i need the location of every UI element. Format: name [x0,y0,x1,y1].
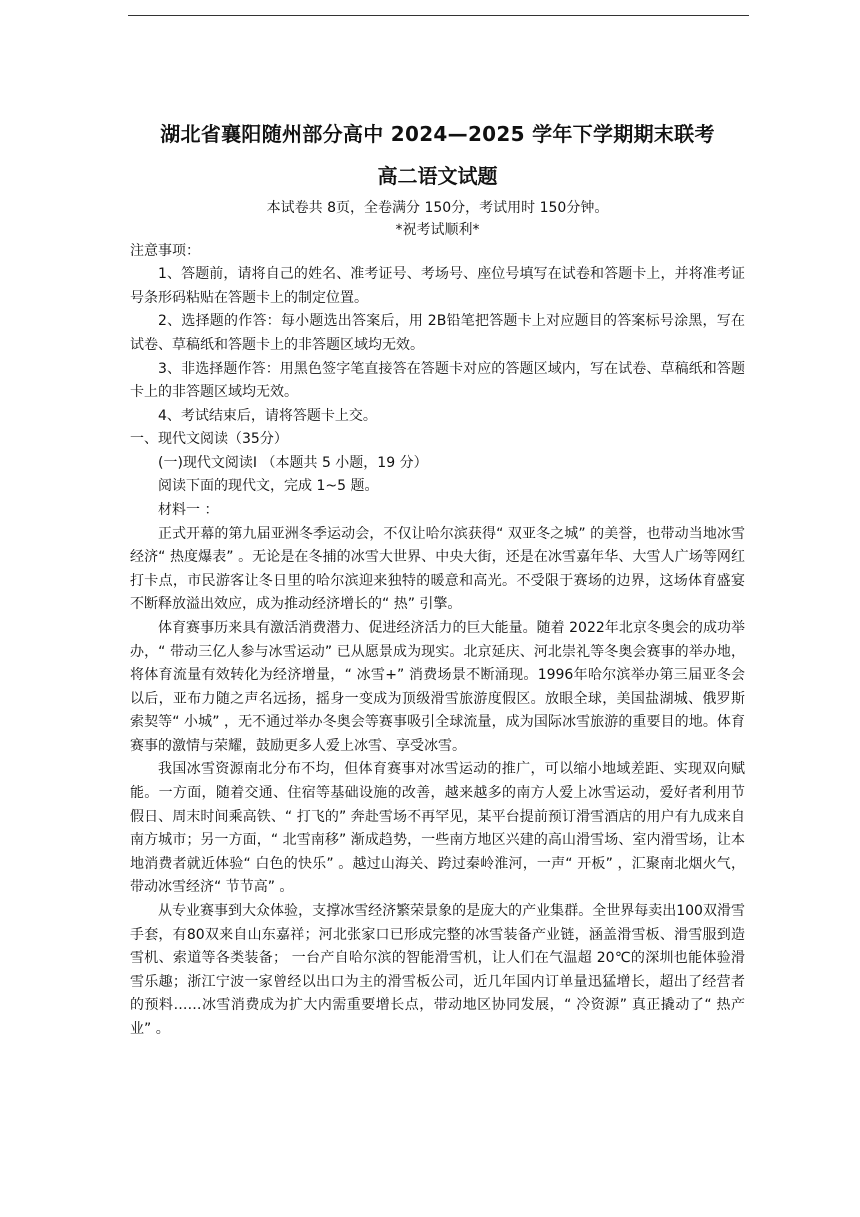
top-divider [128,15,749,16]
notice-item: 2、选择题的作答：每小题选出答案后，用 2B铅笔把答题卡上对应题目的答案标号涂黑，写在试卷、草稿纸和答题卡上的非答题区域均无效。 [130,313,745,354]
article-paragraph: 从专业赛事到大众体验，支撑冰雪经济繁荣景象的是庞大的产业集群。全世界每卖出100双滑雪手套，有80双来自山东嘉祥；河北张家口已形成完整的冰雪装备产业链，涵盖滑雪板、滑雪服到造雪机、索道等各类装备； 一台产自哈尔滨的智能滑雪机，让人们在气温超 20℃的深圳也能体验滑雪乐趣；浙江宁波一家曾经以出口为主的滑雪板公司，近几年国内订单量迅猛增长，超出了经营者的预料……冰雪消费成为扩大内需重要增长点，带动地区协同发展，“ 冷资源” 真正撬动了“ 热产业” 。 [130,903,745,1037]
notice-block [130,240,745,428]
notice-heading: 注意事项： [130,243,200,259]
section-heading: 一、现代文阅读（35分） [130,431,288,448]
exam-subtitle: 高二语文试题 [377,164,498,188]
sub-section-heading: (一)现代文阅读Ⅰ （本题共 5 小题，19 分） [158,454,428,471]
reading-instruction: 阅读下面的现代文，完成 1~5 题。 [158,478,379,495]
notice-item: 3、非选择题作答：用黑色签字笔直接答在答题卡对应的答题区域内，写在试卷、草稿纸和答题卡上的非答题区域均无效。 [130,360,745,401]
exam-title: 湖北省襄阳随州部分高中 2024—2025 学年下学期期末联考 [160,122,715,146]
article-paragraph: 我国冰雪资源南北分布不均，但体育赛事对冰雪运动的推广，可以缩小地域差距、实现双向赋能。一方面，随着交通、住宿等基础设施的改善，越来越多的南方人爱上冰雪运动，爱好者利用节假日、周末时间乘高铁、“ 打飞的” 奔赴雪场不再罕见，某平台提前预订滑雪酒店的用户有九成来自南方城市；另一方面，“ 北雪南移” 渐成趋势，一些南方地区兴建的高山滑雪场、室内滑雪场，让本地消费者就近体验“ 白色的快乐” 。越过山海关、跨过秦岭淮河，一声“ 开板” ，汇聚南北烟火气，带动冰雪经济“ 节节高” 。 [130,761,745,896]
article-paragraph: 体育赛事历来具有激活消费潜力、促进经济活力的巨大能量。随着 2022年北京冬奥会的成功举办，“ 带动三亿人参与冰雪运动” 已从愿景成为现实。北京延庆、河北崇礼等冬奥会赛事的举办地，将体育流量有效转化为经济增量，“ 冰雪+” 消费场景不断涌现。1996年哈尔滨举办第三届亚冬会以后，亚布力随之声名远扬，摇身一变成为顶级滑雪旅游度假区。放眼全球，美国盐湖城、俄罗斯索契等“ 小城” ，无不通过举办冬奥会等赛事吸引全球流量，成为国际冰雪旅游的重要目的地。体育赛事的激情与荣耀，鼓励更多人爱上冰雪、享受冰雪。 [130,619,745,754]
exam-wish: *祝考试顺利* [395,222,480,238]
material-label: 材料一 ： [158,501,219,518]
exam-info: 本试卷共 8页，全卷满分 150分，考试用时 150分钟。 [266,200,609,216]
exam-page [130,118,745,1042]
article-paragraph: 正式开幕的第九届亚洲冬季运动会，不仅让哈尔滨获得“ 双亚冬之城” 的美誉，也带动当地冰雪经济“ 热度爆表” 。无论是在冬捕的冰雪大世界、中央大街，还是在冰雪嘉年华、大雪人广场等网红打卡点，市民游客让冬日里的哈尔滨迎来独特的暖意和高光。不受限于赛场的边界，这场体育盛宴不断释放溢出效应，成为推动经济增长的“ 热” 引擎。 [130,525,745,613]
section-block [130,428,745,1041]
notice-item: 4、考试结束后，请将答题卡上交。 [158,407,377,424]
notice-item: 1、答题前，请将自己的姓名、准考证号、考场号、座位号填写在试卷和答题卡上，并将准考证号条形码粘贴在答题卡上的制定位置。 [130,266,745,306]
